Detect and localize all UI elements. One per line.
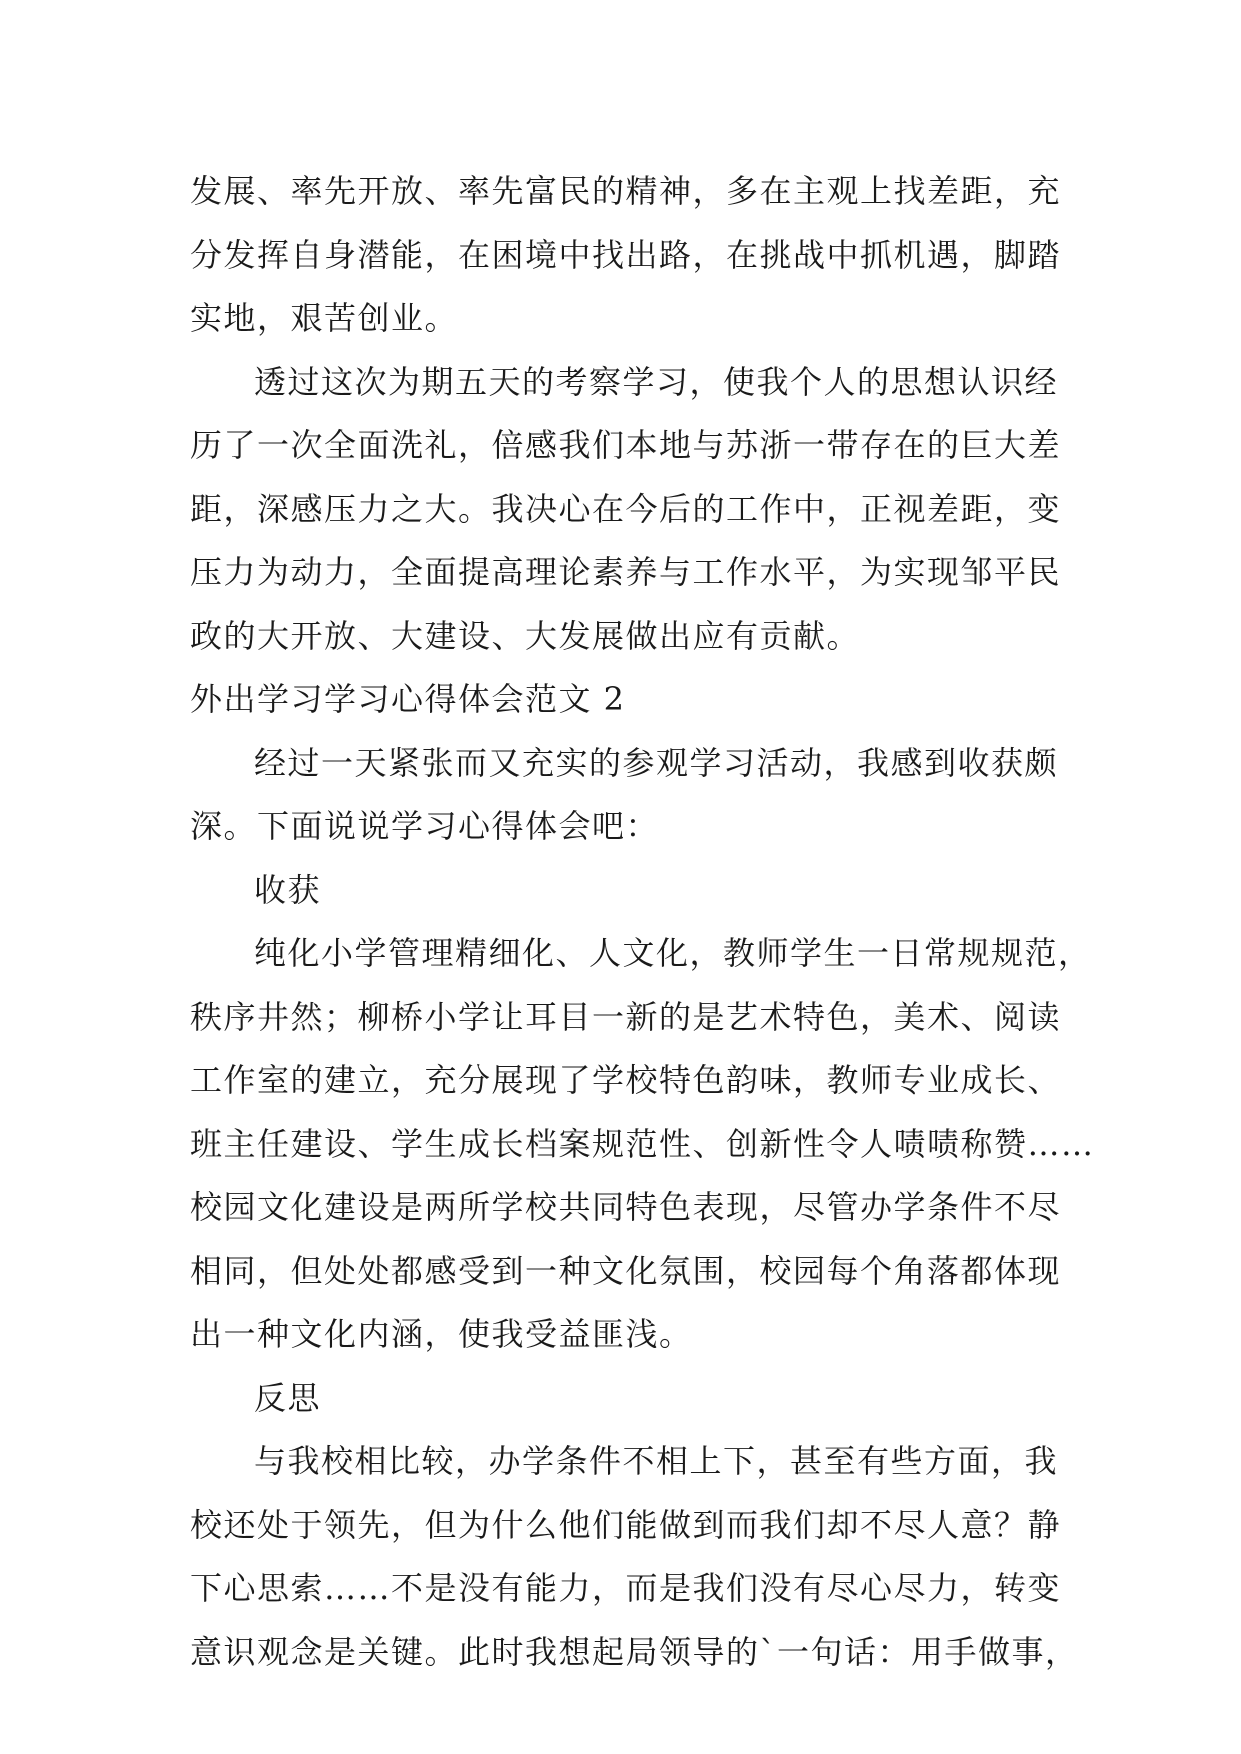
text-line: 压力为动力，全面提高理论素养与工作水平，为实现邹平民	[190, 553, 1062, 591]
text-line: 班主任建设、学生成长档案规范性、创新性令人啧啧称赞……	[190, 1124, 1095, 1163]
subheading-reflection: 反思	[254, 1378, 322, 1417]
text-line: 校园文化建设是两所学校共同特色表现，尽管办学条件不尽	[190, 1188, 1062, 1226]
text-line: 深。下面说说学习心得体会吧：	[190, 807, 660, 845]
text-line: 校还处于领先，但为什么他们能做到而我们却不尽人意？静	[190, 1505, 1062, 1544]
text-line: 发展、率先开放、率先富民的精神，多在主观上找差距，充	[190, 172, 1062, 210]
text-line: 实地，艰苦创业。	[190, 299, 459, 337]
paragraph-first-line: 经过一天紧张而又充实的参观学习活动，我感到收获颇	[254, 743, 1059, 782]
text-line: 下心思索……不是没有能力，而是我们没有尽心尽力，转变	[190, 1569, 1062, 1607]
paragraph-first-line: 纯化小学管理精细化、人文化，教师学生一日常规规范，	[254, 934, 1092, 972]
text-line: 分发挥自身潜能，在困境中找出路，在挑战中抓机遇，脚踏	[190, 235, 1062, 274]
text-line: 出一种文化内涵，使我受益匪浅。	[190, 1315, 693, 1353]
subheading-harvest: 收获	[254, 870, 322, 909]
text-line: 距，深感压力之大。我决心在今后的工作中，正视差距，变	[190, 489, 1062, 528]
text-line: 相同，但处处都感受到一种文化氛围，校园每个角落都体现	[190, 1251, 1062, 1290]
text-line: 工作室的建立，充分展现了学校特色韵味，教师专业成长、	[190, 1061, 1062, 1099]
document-body	[190, 160, 1095, 1684]
text-line: 政的大开放、大建设、大发展做出应有贡献。	[190, 616, 861, 655]
text-line: 意识观念是关键。此时我想起局领导的`一句话：用手做事，	[190, 1632, 1079, 1671]
paragraph-first-line: 与我校相比较，办学条件不相上下，甚至有些方面，我	[254, 1442, 1059, 1480]
text-line: 秩序井然；柳桥小学让耳目一新的是艺术特色，美术、阅读	[190, 997, 1062, 1036]
paragraph-first-line: 透过这次为期五天的考察学习，使我个人的思想认识经	[254, 362, 1059, 401]
section-heading: 外出学习学习心得体会范文 2	[190, 680, 626, 718]
text-line: 历了一次全面洗礼，倍感我们本地与苏浙一带存在的巨大差	[190, 426, 1062, 464]
